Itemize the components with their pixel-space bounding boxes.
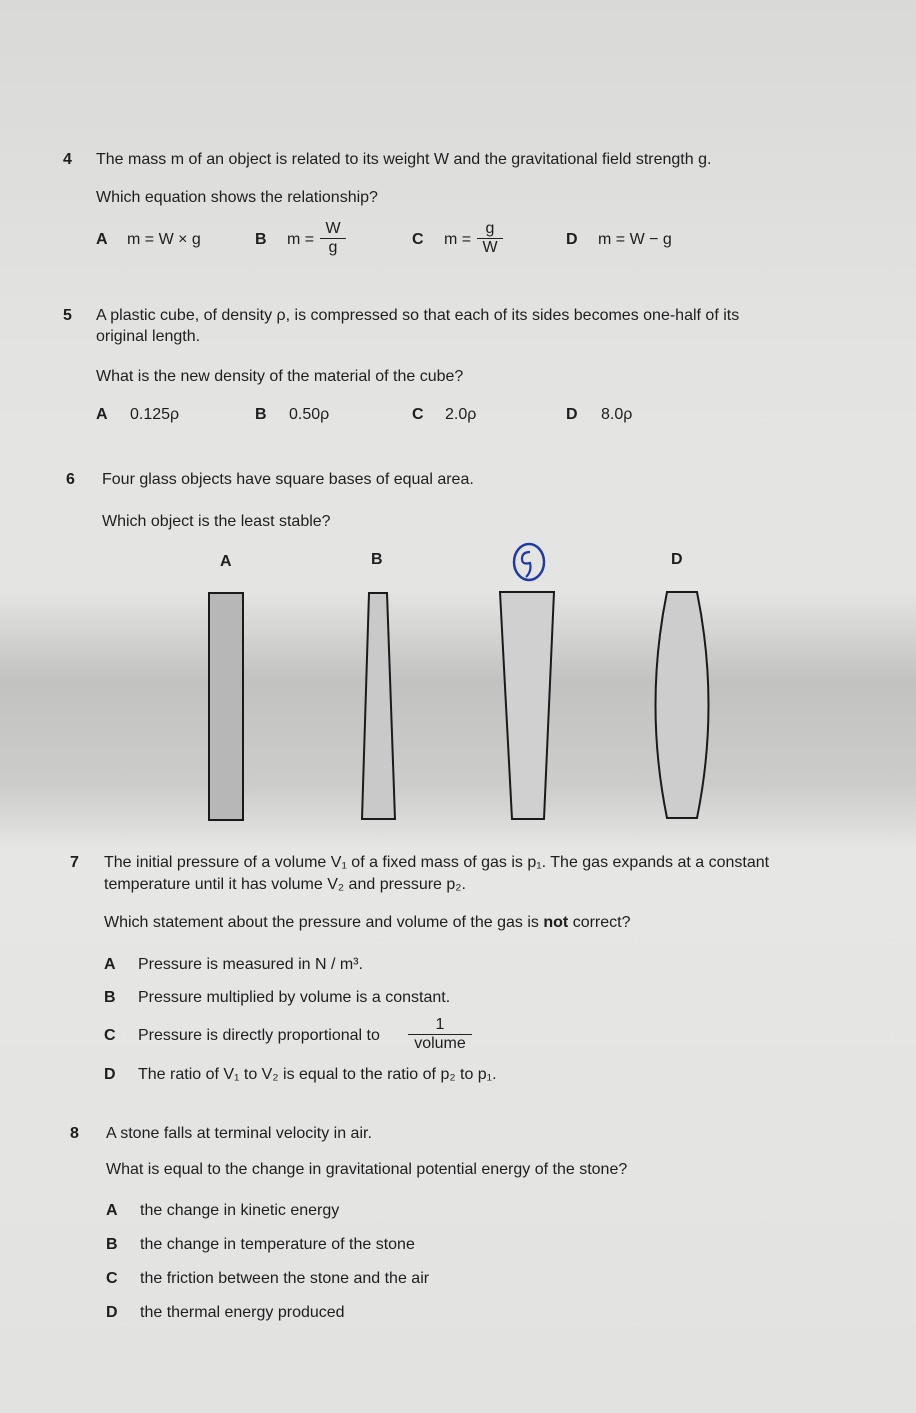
q7-stem-line1: The initial pressure of a volume V₁ of a fixed mass of gas is p₁. The gas expands at a constant xyxy=(104,854,770,871)
q6-label-a[interactable]: A xyxy=(220,553,232,570)
handwritten-circle-c-mark xyxy=(514,544,544,580)
q5-option-d-text: 8.0ρ xyxy=(601,406,633,423)
q4-option-c-numerator: g xyxy=(477,220,503,239)
q4-number: 4 xyxy=(63,151,72,168)
q5-option-c-letter[interactable]: C xyxy=(412,406,424,423)
q5-option-b-letter[interactable]: B xyxy=(255,406,267,423)
q8-option-a-letter[interactable]: A xyxy=(106,1202,118,1219)
q4-option-b-numerator: W xyxy=(320,220,346,239)
q4-option-c-lhs: m = xyxy=(444,231,472,248)
q7-prompt-post: correct? xyxy=(572,914,631,931)
q8-stem: A stone falls at terminal velocity in air. xyxy=(106,1125,372,1142)
q7-option-c-text: Pressure is directly proportional to xyxy=(138,1027,380,1044)
q5-prompt: What is the new density of the material of the cube? xyxy=(96,368,464,385)
q7-option-b-letter[interactable]: B xyxy=(104,989,116,1006)
q7-option-d-letter[interactable]: D xyxy=(104,1066,116,1083)
q7-option-a-text: Pressure is measured in N / m³. xyxy=(138,956,363,973)
q6-number: 6 xyxy=(66,471,75,488)
q7-prompt-pre: Which statement about the pressure and volume of the gas is xyxy=(104,914,539,931)
q7-option-b-text: Pressure multiplied by volume is a constant. xyxy=(138,989,451,1006)
q7-option-c-letter[interactable]: C xyxy=(104,1027,116,1044)
q6-label-b[interactable]: B xyxy=(371,551,383,568)
q7-prompt-not: not xyxy=(543,914,569,931)
glass-object-a[interactable] xyxy=(209,593,243,820)
q7-prompt xyxy=(104,913,630,933)
q6-label-d[interactable]: D xyxy=(671,551,683,568)
q4-option-c-letter[interactable]: C xyxy=(412,231,424,248)
q5-option-b-text: 0.50ρ xyxy=(289,406,330,423)
q4-option-b-letter[interactable]: B xyxy=(255,231,267,248)
q8-option-b-letter[interactable]: B xyxy=(106,1236,118,1253)
q7-option-c-denominator: volume xyxy=(414,1035,466,1052)
q8-number: 8 xyxy=(70,1125,79,1142)
q8-option-a-text: the change in kinetic energy xyxy=(140,1202,340,1219)
q5-option-a-letter[interactable]: A xyxy=(96,406,108,423)
q8-option-d-letter[interactable]: D xyxy=(106,1304,118,1321)
q5-option-d-letter[interactable]: D xyxy=(566,406,578,423)
q8-prompt: What is equal to the change in gravitational potential energy of the stone? xyxy=(106,1161,628,1178)
q4-option-d-text: m = W − g xyxy=(598,231,672,248)
q8-option-c-text: the friction between the stone and the air xyxy=(140,1270,430,1287)
q8-option-b-text: the change in temperature of the stone xyxy=(140,1236,415,1253)
glass-object-d[interactable] xyxy=(656,592,709,818)
q5-stem-line1: A plastic cube, of density ρ, is compressed so that each of its sides becomes one-half of its xyxy=(96,307,740,324)
q5-number: 5 xyxy=(63,307,72,324)
q4-option-d-letter[interactable]: D xyxy=(566,231,578,248)
q5-option-a-text: 0.125ρ xyxy=(130,406,180,423)
glass-object-b[interactable] xyxy=(362,593,395,819)
q6-stem: Four glass objects have square bases of equal area. xyxy=(102,471,474,488)
q4-option-a-letter[interactable]: A xyxy=(96,231,108,248)
q4-stem: The mass m of an object is related to its weight W and the gravitational field strength g. xyxy=(96,151,712,168)
q6-prompt: Which object is the least stable? xyxy=(102,513,331,530)
q7-option-d-text: The ratio of V₁ to V₂ is equal to the ratio of p₂ to p₁. xyxy=(138,1066,497,1083)
q7-option-c-fraction xyxy=(408,1016,472,1053)
q7-option-c-numerator: 1 xyxy=(408,1016,472,1035)
q4-option-b-denominator: g xyxy=(328,239,338,256)
q5-option-c-text: 2.0ρ xyxy=(445,406,477,423)
q7-number: 7 xyxy=(70,854,79,871)
q4-option-c-denominator: W xyxy=(482,239,498,256)
q7-stem-line2: temperature until it has volume V₂ and pressure p₂. xyxy=(104,876,466,893)
q8-option-c-letter[interactable]: C xyxy=(106,1270,118,1287)
q4-option-a-text: m = W × g xyxy=(127,231,201,248)
q4-option-b-lhs: m = xyxy=(287,231,315,248)
q5-stem-line2: original length. xyxy=(96,328,201,345)
glass-object-c[interactable] xyxy=(500,592,554,819)
q4-prompt: Which equation shows the relationship? xyxy=(96,189,378,206)
q7-option-a-letter[interactable]: A xyxy=(104,956,116,973)
q8-option-d-text: the thermal energy produced xyxy=(140,1304,345,1321)
